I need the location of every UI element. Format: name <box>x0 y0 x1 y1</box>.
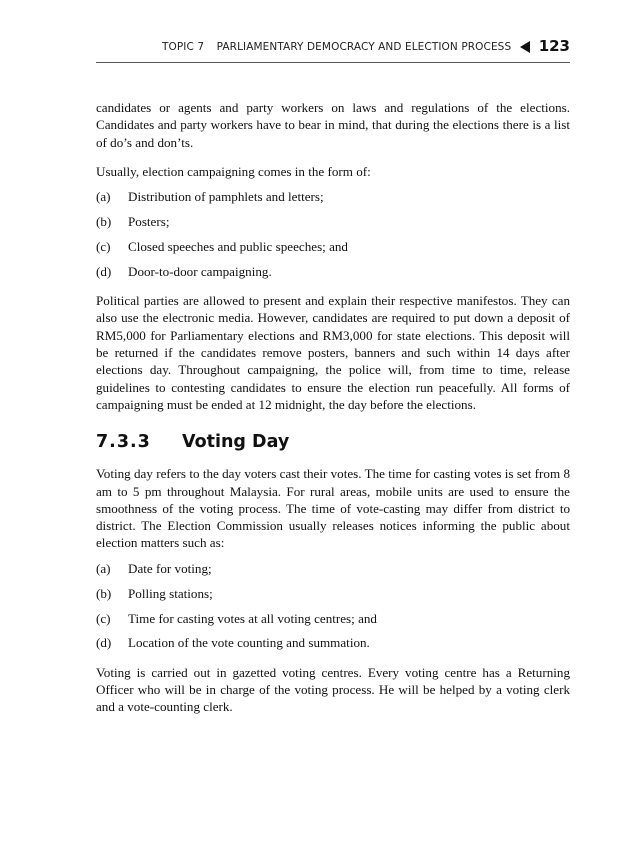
page-number: 123 <box>538 37 570 55</box>
paragraph-campaign-intro: candidates or agents and party workers on laws and regulations of the elections. Candidates and party workers have to bear in mind, that during the elections there is a list of do’s and don’ts. <box>96 100 570 150</box>
list-item <box>96 585 570 602</box>
paragraph-voting-centres: Voting is carried out in gazetted voting centres. Every voting centre has a Returning Officer who will be in charge of the voting process. He will be helped by a voting clerk and a vote-counting clerk. <box>96 664 570 715</box>
running-header <box>96 38 570 63</box>
header-topic: TOPIC 7 <box>162 41 205 53</box>
list-marker: (a) <box>96 189 111 205</box>
list-marker: (b) <box>96 585 112 601</box>
section-title: Voting Day <box>182 432 290 453</box>
campaign-forms-list <box>96 188 570 280</box>
list-marker: (d) <box>96 263 112 279</box>
list-item <box>96 188 570 205</box>
paragraph-voting-day: Voting day refers to the day voters cast their votes. The time for casting votes is set from 8 am to 5 pm throughout Malaysia. For rural areas, mobile units are used to ensure the smoothness of the voting process. The time of vote-casting may differ from district to district. The Election Commission usually releases notices informing the public about election matters such as: <box>96 466 570 551</box>
left-triangle-icon <box>520 41 530 53</box>
list-item <box>96 263 570 280</box>
list-item <box>96 238 570 255</box>
paragraph-campaign-forms: Usually, election campaigning comes in the form of: <box>96 163 371 179</box>
list-text: Closed speeches and public speeches; and <box>128 238 348 254</box>
list-text: Location of the vote counting and summation. <box>128 635 370 651</box>
list-marker: (c) <box>96 238 111 254</box>
list-text: Date for voting; <box>128 560 212 576</box>
page-body <box>96 99 570 728</box>
header-title: PARLIAMENTARY DEMOCRACY AND ELECTION PROCESS <box>216 41 512 53</box>
list-marker: (a) <box>96 560 111 576</box>
list-item <box>96 610 570 627</box>
list-text: Time for casting votes at all voting centres; and <box>128 610 377 626</box>
list-marker: (c) <box>96 610 111 626</box>
list-item <box>96 634 570 651</box>
section-number: 7.3.3 <box>96 432 151 453</box>
election-matters-list <box>96 560 570 652</box>
list-text: Polling stations; <box>128 585 213 601</box>
paragraph-manifestos: Political parties are allowed to present and explain their respective manifestos. They can also use the electronic media. However, candidates are required to put down a deposit of RM5,000 for Parliamentary elections and RM3,000 for state elections. This deposit will be returned if the candidates remove posters, banners and such within 14 days after elections day. Throughout campaigning, the police will, from time to time, release guidelines to contesting candidates to ensure the election run peacefully. All forms of campaigning must be ended at 12 midnight, the day before the elections. <box>96 293 570 412</box>
list-marker: (b) <box>96 214 112 230</box>
list-text: Door-to-door campaigning. <box>128 263 272 279</box>
list-text: Distribution of pamphlets and letters; <box>128 189 324 205</box>
list-marker: (d) <box>96 635 112 651</box>
header-text <box>162 41 511 53</box>
list-item <box>96 213 570 230</box>
list-item <box>96 560 570 577</box>
section-heading <box>96 431 570 453</box>
list-text: Posters; <box>128 214 170 230</box>
